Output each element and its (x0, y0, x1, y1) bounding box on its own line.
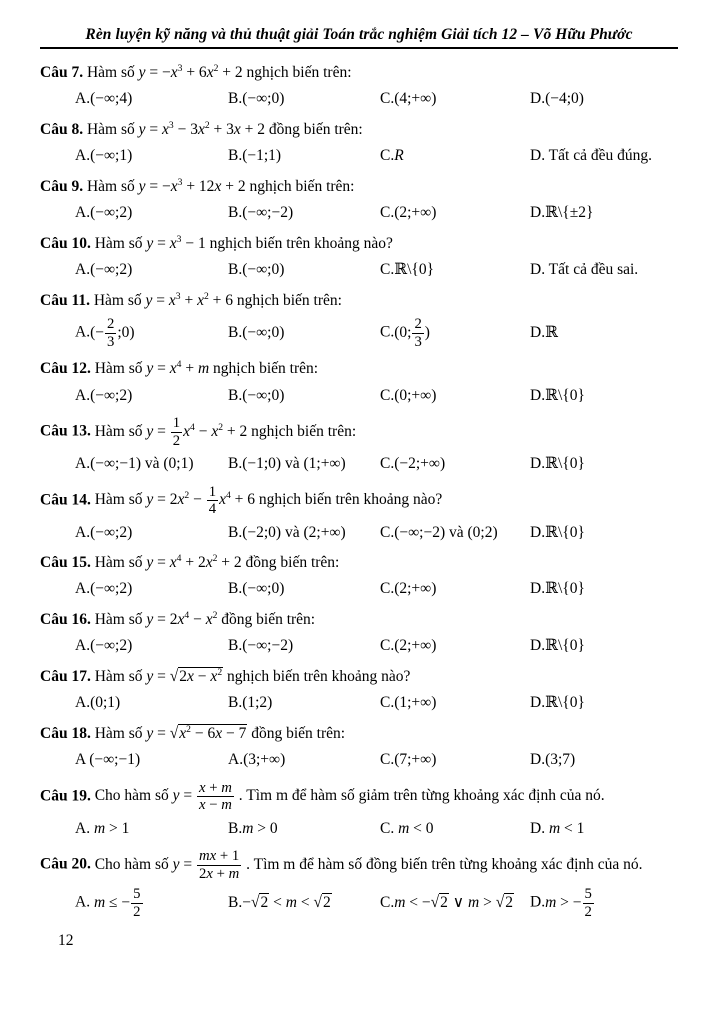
option-label: C. (380, 147, 395, 165)
option-label: B. (228, 323, 243, 341)
option-label: B. (228, 147, 243, 165)
option-value: (−2;+∞) (394, 455, 446, 473)
question-stem-line (40, 484, 678, 518)
question (40, 780, 678, 840)
question-stem: Hàm số $y = 2x^2$ − $\frac{1}{4}$ $x^4 + 6$ nghịch biến trên khoảng nào? (94, 483, 443, 518)
option-label: D. (530, 580, 546, 598)
option-value: −√2 < m < √2 (242, 893, 331, 912)
option-label: B. (228, 893, 243, 911)
question-stem: Hàm số $y = x^4 + 2x^2 + 2$ đồng biến trên: (94, 552, 340, 571)
question-stem: Hàm số $y = x^3 - 3x^2 + 3x + 2$ đồng biến trên: (86, 119, 363, 138)
option-value: ℝ\{0} (545, 637, 585, 655)
option (75, 522, 228, 544)
option-label: A. (75, 580, 91, 598)
option-value: (3;7) (545, 751, 576, 769)
question-label: Câu 17. (40, 667, 91, 685)
option-label: C. (380, 523, 395, 541)
question-stem: Hàm số $y = -x^3 + 6x^2 + 2$ nghịch biến trên: (86, 62, 352, 81)
option-value: (−∞;4) (90, 90, 133, 108)
option-value: (−∞;2) (90, 204, 133, 222)
option (228, 322, 380, 344)
question-stem-line (40, 358, 678, 380)
page-footer (58, 932, 678, 950)
option (228, 749, 380, 771)
question (40, 290, 678, 350)
question-label: Câu 9. (40, 177, 84, 195)
option (380, 522, 530, 544)
option-value: m > − $\frac{5}{2}$ (545, 886, 592, 920)
options-row (75, 202, 678, 224)
option-label: A. (75, 523, 91, 541)
option (380, 635, 530, 657)
option-label: B. (228, 90, 243, 108)
question-stem-line (40, 415, 678, 449)
option (380, 202, 530, 224)
option-value: (−∞;2) (90, 386, 133, 404)
question (40, 848, 678, 920)
option-label: C. (380, 580, 395, 598)
option-label: C. (380, 323, 395, 341)
question (40, 609, 678, 658)
option-label: B. (228, 523, 243, 541)
option-value: ℝ (545, 323, 558, 341)
option-value: (7;+∞) (394, 751, 437, 769)
option (75, 259, 228, 281)
option (380, 892, 530, 914)
option-value: (2;+∞) (394, 637, 437, 655)
question-stem-line (40, 233, 678, 255)
option-label: C. (380, 893, 395, 911)
option-label: C. (380, 637, 395, 655)
options-row (75, 145, 678, 167)
option-value: (0; $\frac{2}{3}$ ) (394, 316, 430, 350)
option-value: (1;2) (242, 694, 273, 712)
question (40, 176, 678, 225)
option (75, 886, 228, 920)
question-label: Câu 11. (40, 291, 90, 309)
option (530, 453, 678, 475)
options-row (75, 453, 678, 475)
option-value: Tất cả đều đúng. (545, 147, 652, 165)
question-stem: Cho hàm số y = $\frac{x + m}{x - m}$ . Tìm m để hàm số giảm trên từng khoảng xác định của nó. (94, 779, 605, 814)
option-label: A. (75, 694, 91, 712)
option-label: A. (228, 751, 244, 769)
option (530, 202, 678, 224)
options-row (75, 886, 678, 920)
question (40, 415, 678, 475)
option-label: D. (530, 147, 546, 165)
option-value: (4;+∞) (394, 90, 437, 108)
option (530, 578, 678, 600)
option-label: D. (530, 893, 546, 911)
option (380, 385, 530, 407)
option-value: (−∞;2) (90, 580, 133, 598)
options-row (75, 259, 678, 281)
option-value: ℝ\{0} (545, 694, 585, 712)
options-row (75, 88, 678, 110)
option-value: (2;+∞) (394, 204, 437, 222)
option-value: (−∞;−2) (242, 204, 294, 222)
option (228, 578, 380, 600)
option-label: A. (75, 147, 91, 165)
question-label: Câu 18. (40, 724, 91, 742)
option-value: R (394, 147, 404, 165)
option (75, 578, 228, 600)
question (40, 119, 678, 168)
option-label: C. (380, 204, 395, 222)
question-stem: Hàm số $y = -x^3 + 12x + 2$ nghịch biến trên: (86, 176, 355, 195)
option (380, 316, 530, 350)
option (380, 259, 530, 281)
question (40, 358, 678, 407)
option-value: (−∞;0) (242, 323, 285, 341)
option (380, 453, 530, 475)
question-stem: Hàm số $y = √2x - x^2$ nghịch biến trên khoảng nào? (94, 666, 411, 686)
option (75, 202, 228, 224)
option-value: (1;+∞) (394, 694, 437, 712)
option (530, 886, 678, 920)
option (75, 635, 228, 657)
option (530, 692, 678, 714)
option-value: ℝ\{0} (545, 386, 585, 404)
question-label: Câu 12. (40, 360, 91, 378)
option (75, 749, 228, 771)
option-value: (−∞;−1) (85, 751, 141, 769)
question-stem-line (40, 176, 678, 198)
options-row (75, 578, 678, 600)
option-value: ℝ\{0} (394, 261, 435, 279)
option-label: A. (75, 893, 91, 911)
option-label: D. (530, 637, 546, 655)
question-label: Câu 16. (40, 610, 91, 628)
option-value: (−∞;2) (90, 637, 133, 655)
option-label: B. (228, 694, 243, 712)
option (75, 818, 228, 840)
question-stem-line (40, 609, 678, 631)
option-label: D. (530, 694, 546, 712)
options-row (75, 316, 678, 350)
option-label: C. (380, 751, 395, 769)
option-value: (−2;0) và (2;+∞) (242, 523, 346, 541)
option-value: (−∞;−1) và (0;1) (90, 455, 194, 473)
question-label: Câu 8. (40, 120, 84, 138)
option (530, 259, 678, 281)
option-value: m > 1 (93, 819, 130, 837)
option (228, 692, 380, 714)
question-stem: Hàm số $y = 2x^4 - x^2$ đồng biến trên: (94, 609, 316, 628)
option-label: A. (75, 90, 91, 108)
question-stem: Hàm số y = $\frac{1}{2}$ $x^4 - x^2 + 2$ nghịch biến trên: (94, 415, 357, 449)
option-label: A (75, 751, 86, 769)
option-value: (−∞;2) (90, 261, 133, 279)
option-label: C. (380, 261, 395, 279)
option-value: (−1;1) (242, 147, 282, 165)
option (228, 892, 380, 914)
option-value: (−∞;1) (90, 147, 133, 165)
option-value: ℝ\{±2} (545, 204, 594, 222)
option (380, 88, 530, 110)
option-label: B. (228, 819, 243, 837)
option-value: (−∞;2) (90, 523, 133, 541)
option-label: B. (228, 261, 243, 279)
option-value: (−∞;0) (242, 261, 285, 279)
option-label: D. (530, 523, 546, 541)
option-value: (−∞;0) (242, 386, 285, 404)
option-label: A. (75, 637, 91, 655)
option-value: m < −√2 ∨ m > √2 (394, 893, 513, 912)
option-label: B. (228, 386, 243, 404)
option-label: D. (530, 455, 546, 473)
option (530, 522, 678, 544)
option (228, 453, 380, 475)
option-value: (2;+∞) (394, 580, 437, 598)
options-row (75, 522, 678, 544)
option-value: m < 0 (398, 819, 434, 837)
option (530, 385, 678, 407)
question (40, 233, 678, 282)
question-label: Câu 15. (40, 554, 91, 571)
option (228, 818, 380, 840)
option-label: C. (380, 819, 395, 837)
option-value: m ≤ − $\frac{5}{2}$ (93, 886, 141, 920)
question-label: Câu 20. (40, 855, 91, 873)
option-label: B. (228, 580, 243, 598)
header-title: Rèn luyện kỹ năng và thủ thuật giải Toán trắc nghiệm Giải tích 12 – Võ Hữu Phước (85, 26, 633, 43)
page-number: 12 (58, 932, 74, 950)
option-value: (−4;0) (545, 90, 584, 108)
question-stem-line (40, 723, 678, 745)
option-value: (0;1) (90, 694, 121, 712)
option-value: (0;+∞) (394, 386, 437, 404)
option-value: (−1;0) và (1;+∞) (242, 455, 346, 473)
option-label: D. (530, 261, 546, 279)
option (530, 322, 678, 344)
question-stem: Hàm số $y = x^4 + m$ nghịch biến trên: (94, 359, 319, 378)
option-value: ℝ\{0} (545, 523, 585, 541)
option (530, 145, 678, 167)
question-stem-line (40, 62, 678, 84)
option-label: A. (75, 455, 91, 473)
option-label: D. (530, 90, 546, 108)
question (40, 62, 678, 111)
option (380, 145, 530, 167)
option (530, 88, 678, 110)
option (228, 202, 380, 224)
option (380, 578, 530, 600)
option (530, 818, 678, 840)
question-stem-line (40, 666, 678, 688)
question-stem-line (40, 848, 678, 882)
option-value: (−∞;0) (242, 580, 285, 598)
option-label: D. (530, 204, 546, 222)
option (75, 316, 228, 350)
options-row (75, 385, 678, 407)
question-stem: Hàm số $y = x^3 - 1$ nghịch biến trên khoảng nào? (94, 233, 393, 252)
question-stem-line (40, 780, 678, 814)
option-value: (−∞;−2) (242, 637, 294, 655)
question-stem-line (40, 290, 678, 312)
question (40, 484, 678, 544)
option-label: C. (380, 386, 395, 404)
options-row (75, 692, 678, 714)
question-label: Câu 10. (40, 234, 91, 252)
option-value: (−∞;0) (242, 90, 285, 108)
option-label: A. (75, 261, 91, 279)
option (228, 259, 380, 281)
option-label: A. (75, 386, 91, 404)
option (75, 88, 228, 110)
questions-list (40, 62, 678, 928)
option (380, 818, 530, 840)
options-row (75, 749, 678, 771)
option-label: C. (380, 455, 395, 473)
page-header (40, 26, 678, 49)
question-stem: Hàm số $y = x^3 + x^2 + 6$ nghịch biến trên: (93, 290, 342, 309)
option-value: Tất cả đều sai. (545, 261, 639, 279)
question-label: Câu 19. (40, 787, 91, 805)
option-value: m > 0 (242, 819, 278, 837)
option (530, 635, 678, 657)
option (75, 145, 228, 167)
option-label: A. (75, 204, 91, 222)
option-label: A. (75, 323, 91, 341)
option (75, 692, 228, 714)
question-stem-line (40, 552, 678, 574)
option-label: C. (380, 694, 395, 712)
question-stem: Cho hàm số y = $\frac{mx + 1}{2x + m}$ . Tìm m để hàm số đồng biến trên từng khoảng xác định của nó. (94, 848, 643, 882)
option-label: D. (530, 386, 546, 404)
option-value: ℝ\{0} (545, 580, 585, 598)
option (380, 749, 530, 771)
option-label: C. (380, 90, 395, 108)
option-label: A. (75, 819, 91, 837)
option (228, 385, 380, 407)
option-label: B. (228, 204, 243, 222)
options-row (75, 818, 678, 840)
question-stem-line (40, 119, 678, 141)
question-label: Câu 13. (40, 422, 91, 440)
question (40, 552, 678, 601)
option (228, 522, 380, 544)
question-stem: Hàm số $y = √x^2 - 6x - 7$ đồng biến trên: (94, 723, 346, 743)
options-row (75, 635, 678, 657)
option (228, 635, 380, 657)
option-label: B. (228, 455, 243, 473)
option (380, 692, 530, 714)
option (530, 749, 678, 771)
option-value: m < 1 (548, 819, 585, 837)
option-label: D. (530, 819, 546, 837)
option (228, 88, 380, 110)
question-label: Câu 7. (40, 64, 84, 81)
option-label: D. (530, 751, 546, 769)
option (75, 453, 228, 475)
option-label: D. (530, 323, 546, 341)
question-label: Câu 14. (40, 491, 91, 509)
option-value: (− $\frac{2}{3}$ ;0) (90, 316, 135, 350)
option-value: (3;+∞) (243, 751, 286, 769)
question (40, 723, 678, 772)
option-value: (−∞;−2) và (0;2) (394, 523, 498, 541)
option (228, 145, 380, 167)
option (75, 385, 228, 407)
option-value: ℝ\{0} (545, 455, 585, 473)
question (40, 666, 678, 715)
option-label: B. (228, 637, 243, 655)
